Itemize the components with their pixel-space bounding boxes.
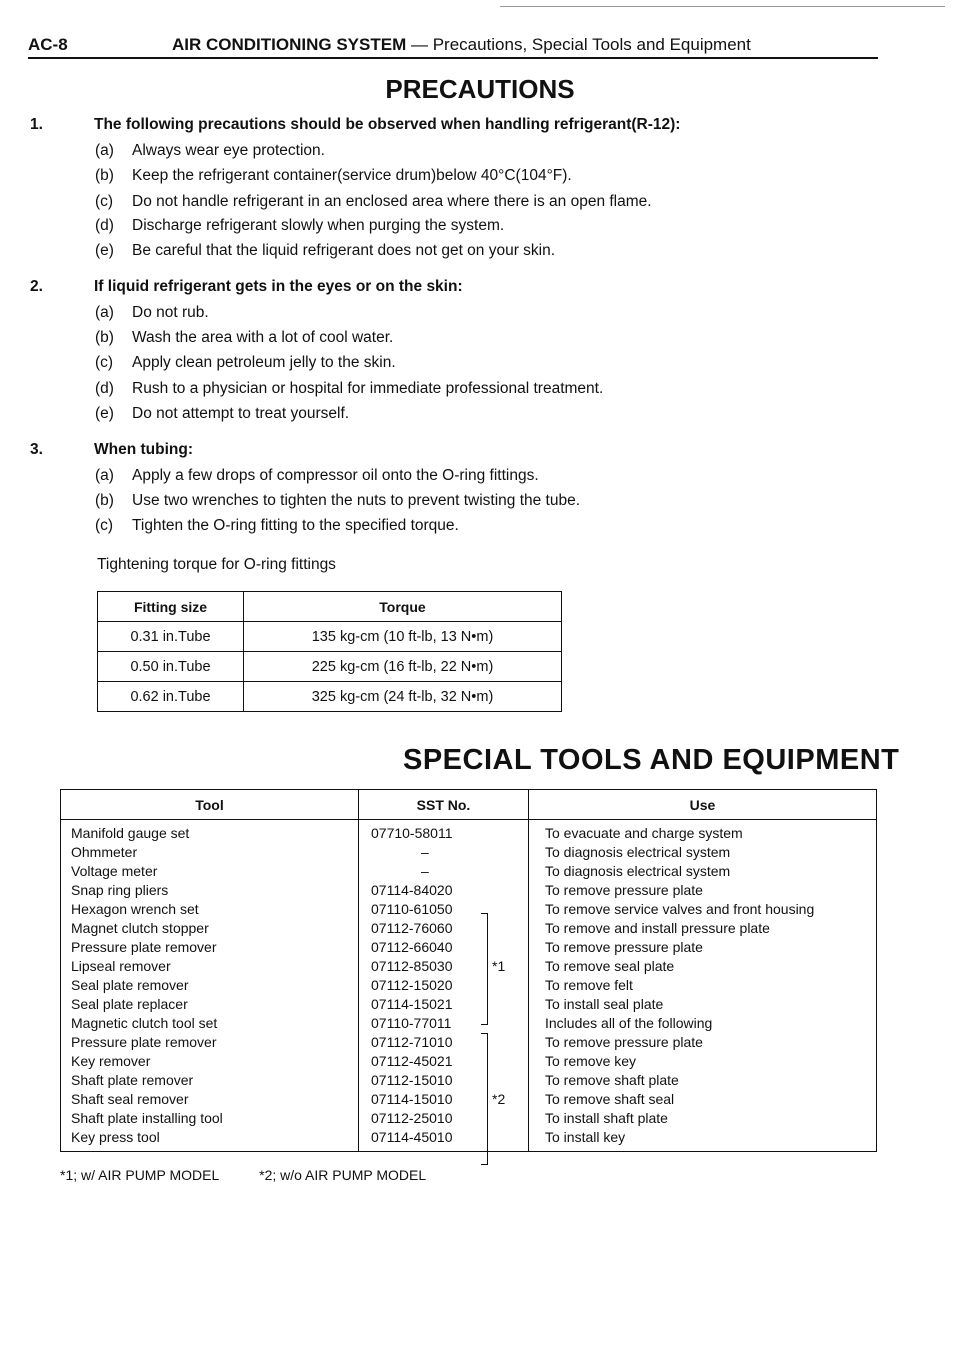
item-letter: (b) <box>95 329 114 346</box>
item-letter: (a) <box>95 467 114 484</box>
section-3-heading <box>30 441 930 461</box>
item-letter: (c) <box>95 517 114 534</box>
sst-number: 07112-85030 <box>371 958 453 974</box>
column-header: Use <box>529 790 877 820</box>
item-letter: (d) <box>95 380 114 397</box>
tool-name: Ohmmeter <box>71 844 138 860</box>
page-header-title <box>172 35 751 55</box>
tool-name: Hexagon wrench set <box>71 901 199 917</box>
sst-number: 07114-15021 <box>371 996 453 1012</box>
sst-number: 07114-45010 <box>371 1129 453 1145</box>
bracket-label-2: *2 <box>492 1091 506 1107</box>
sst-number: – <box>421 863 429 879</box>
item-letter: (b) <box>95 167 114 184</box>
item-text: Use two wrenches to tighten the nuts to prevent twisting the tube. <box>132 492 581 509</box>
tool-use: To remove pressure plate <box>545 882 703 898</box>
tool-name: Shaft seal remover <box>71 1091 189 1107</box>
item-letter: (c) <box>95 193 114 210</box>
sst-number: – <box>421 844 429 860</box>
tool-name: Shaft plate remover <box>71 1072 194 1088</box>
tool-use: To remove key <box>545 1053 637 1069</box>
table-cell: 0.62 in.Tube <box>98 682 244 712</box>
header-subtitle: — Precautions, Special Tools and Equipment <box>410 35 751 54</box>
tool-use: To diagnosis electrical system <box>545 863 731 879</box>
tool-name: Key press tool <box>71 1129 160 1145</box>
tool-name: Pressure plate remover <box>71 1034 217 1050</box>
sst-number: 07112-45021 <box>371 1053 453 1069</box>
table-cell: 135 kg-cm (10 ft-lb, 13 N•m) <box>244 622 562 652</box>
tool-use: To remove felt <box>545 977 633 993</box>
item-letter: (b) <box>95 492 114 509</box>
tool-use: To evacuate and charge system <box>545 825 743 841</box>
item-text: Do not rub. <box>132 304 209 321</box>
section-2-heading <box>30 278 930 298</box>
page-code: AC-8 <box>28 35 68 54</box>
section-text: The following precautions should be observed when handling refrigerant(R-12): <box>94 116 681 133</box>
section-number: 2. <box>30 278 43 295</box>
column-header: Tool <box>61 790 359 820</box>
tool-use: To remove seal plate <box>545 958 675 974</box>
bracket-label-1: *1 <box>492 958 506 974</box>
item-text: Rush to a physician or hospital for immediate professional treatment. <box>132 380 604 397</box>
section-text: If liquid refrigerant gets in the eyes or on the skin: <box>94 278 463 295</box>
table-cell: 0.31 in.Tube <box>98 622 244 652</box>
sst-number: 07112-15010 <box>371 1072 453 1088</box>
tool-name: Manifold gauge set <box>71 825 190 841</box>
use-column <box>529 820 877 1152</box>
tool-name: Seal plate replacer <box>71 996 188 1012</box>
table-body-row <box>61 820 877 1152</box>
item-letter: (e) <box>95 405 114 422</box>
special-tools-table <box>60 789 877 1152</box>
bracket-2 <box>481 1033 488 1165</box>
precautions-title: PRECAUTIONS <box>385 74 575 104</box>
item-text: Apply a few drops of compressor oil onto the O-ring fittings. <box>132 467 539 484</box>
torque-table <box>97 591 562 712</box>
column-header: Torque <box>244 592 562 622</box>
tool-name: Seal plate remover <box>71 977 189 993</box>
item-text: Tighten the O-ring fitting to the specified torque. <box>132 517 459 534</box>
item-text: Do not attempt to treat yourself. <box>132 405 350 422</box>
tool-use: To install shaft plate <box>545 1110 668 1126</box>
tool-name: Magnet clutch stopper <box>71 920 209 936</box>
footnotes <box>60 1167 462 1183</box>
sst-number: 07110-77011 <box>371 1015 452 1031</box>
column-header: SST No. <box>359 790 529 820</box>
tool-use: To remove shaft plate <box>545 1072 679 1088</box>
tool-name: Voltage meter <box>71 863 158 879</box>
special-tools-title: SPECIAL TOOLS AND EQUIPMENT <box>403 744 900 776</box>
table-cell: 225 kg-cm (16 ft-lb, 22 N•m) <box>244 652 562 682</box>
table-header-row <box>98 592 562 622</box>
table-row <box>98 622 562 652</box>
table-header-row <box>61 790 877 820</box>
sst-number: 07112-66040 <box>371 939 453 955</box>
item-letter: (e) <box>95 242 114 259</box>
tool-use: To remove pressure plate <box>545 939 703 955</box>
tool-name: Magnetic clutch tool set <box>71 1015 218 1031</box>
section-1-heading <box>30 116 930 136</box>
bracket-1 <box>481 913 488 1025</box>
sst-number: 07110-61050 <box>371 901 453 917</box>
table-cell: 0.50 in.Tube <box>98 652 244 682</box>
table-row <box>98 652 562 682</box>
section-text: When tubing: <box>94 441 193 458</box>
sst-number: 07114-84020 <box>371 882 453 898</box>
tool-name: Key remover <box>71 1053 151 1069</box>
sst-number: 07112-15020 <box>371 977 453 993</box>
item-text: Keep the refrigerant container(service drum)below 40°C(104°F). <box>132 167 572 184</box>
tool-use: To install key <box>545 1129 626 1145</box>
sst-number: 07112-76060 <box>371 920 453 936</box>
torque-caption: Tightening torque for O-ring fittings <box>97 556 336 573</box>
tool-name: Lipseal remover <box>71 958 171 974</box>
item-text: Be careful that the liquid refrigerant does not get on your skin. <box>132 242 556 259</box>
item-text: Apply clean petroleum jelly to the skin. <box>132 354 396 371</box>
item-text: Do not handle refrigerant in an enclosed area where there is an open flame. <box>132 193 652 210</box>
tool-use: To remove service valves and front housing <box>545 901 815 917</box>
header-rule <box>28 57 878 59</box>
sst-number: 07112-25010 <box>371 1110 453 1126</box>
tool-use: To diagnosis electrical system <box>545 844 731 860</box>
footnote-2: *2; w/o AIR PUMP MODEL <box>259 1167 427 1183</box>
tool-column <box>61 820 359 1152</box>
item-text: Always wear eye protection. <box>132 142 325 159</box>
tool-name: Pressure plate remover <box>71 939 217 955</box>
item-text: Wash the area with a lot of cool water. <box>132 329 394 346</box>
tool-use: To remove and install pressure plate <box>545 920 770 936</box>
sst-number: 07114-15010 <box>371 1091 453 1107</box>
column-header: Fitting size <box>98 592 244 622</box>
table-row <box>98 682 562 712</box>
tool-name: Shaft plate installing tool <box>71 1110 223 1126</box>
top-scan-line <box>500 6 945 7</box>
tool-use: To remove pressure plate <box>545 1034 703 1050</box>
sst-column <box>359 820 529 1152</box>
sst-number: 07710-58011 <box>371 825 453 841</box>
item-text: Discharge refrigerant slowly when purging the system. <box>132 217 505 234</box>
footnote-1: *1; w/ AIR PUMP MODEL <box>60 1167 220 1183</box>
tool-use: To install seal plate <box>545 996 664 1012</box>
sst-number: 07112-71010 <box>371 1034 453 1050</box>
section-number: 1. <box>30 116 43 133</box>
item-letter: (a) <box>95 304 114 321</box>
item-letter: (d) <box>95 217 114 234</box>
tool-use: To remove shaft seal <box>545 1091 675 1107</box>
table-cell: 325 kg-cm (24 ft-lb, 32 N•m) <box>244 682 562 712</box>
item-letter: (a) <box>95 142 114 159</box>
section-number: 3. <box>30 441 43 458</box>
tool-name: Snap ring pliers <box>71 882 169 898</box>
header-system: AIR CONDITIONING SYSTEM <box>172 35 407 54</box>
tool-use: Includes all of the following <box>545 1015 713 1031</box>
item-letter: (c) <box>95 354 114 371</box>
